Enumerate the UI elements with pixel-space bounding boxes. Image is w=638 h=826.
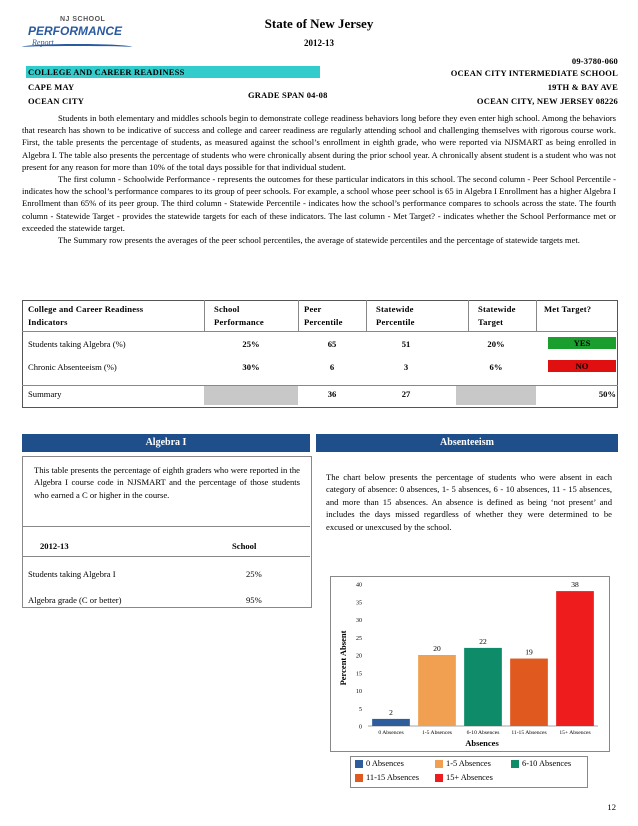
logo-top-text: NJ SCHOOL [60, 16, 106, 23]
grade-span: GRADE SPAN 04-08 [248, 90, 328, 100]
county-name: CAPE MAY [28, 82, 75, 92]
algebra-description: This table presents the percentage of eighth graders who were reported in the Algebra I course code in NJSMART and the percentage of those students who earned a C or higher in the course. [34, 465, 300, 500]
col-header-met: Met Target? [544, 304, 592, 314]
row-summary-met: 50% [598, 389, 616, 399]
row-summary-peer: 36 [327, 389, 337, 399]
report-year: 2012-13 [304, 38, 334, 48]
legend-item [435, 773, 493, 782]
algebra-row-taking-value: 25% [246, 569, 262, 579]
chart-y-axis-label: Percent Absent [338, 630, 348, 686]
intro-paragraph-3: The Summary row presents the averages of the peer school percentiles, the average of statewide percentiles and the percentage of statewide targets met. [58, 235, 580, 246]
x-tick-label: 0 Absences [378, 730, 404, 736]
chart-legend [350, 756, 588, 788]
y-tick-label: 35 [356, 600, 362, 607]
intro-paragraph-2: The first column - Schoolwide Performance - represents the outcomes for these particular indicators in this school. The second column - Peer School Percentile - indicates how the school’s performance compares to its group of peer schools. For example, a school whose peer school is 65 in Algebra I Enrollment has a higher Algebra I Enrollment than 65% of its peer group. The third column - Statewide Percentile - indicates how the school’s performance compares to schools across the state. The fourth column - Statewide Target - provides the statewide targets for each of these indicators. The last column - Met Target? - indicates whether the School Performance met or exceeded the statewide target. [22, 174, 616, 233]
legend-item [355, 773, 419, 782]
legend-item [435, 759, 491, 768]
bar-data-label: 19 [525, 647, 533, 657]
row-algebra-state: 51 [401, 339, 411, 349]
col-header-indicators: College and Career Readiness Indicators [28, 304, 144, 327]
y-tick-label: 30 [356, 618, 362, 624]
row-absent-label: Chronic Absenteeism (%) [28, 362, 117, 372]
intro-paragraph-1: Students in both elementary and middles schools begin to demonstrate college readiness behaviors long before they even enter high school. Among the behaviors that research has shown to be indicative of success and college and career readiness are regularly attending school and challenging themselves with rigorous course work. First, the table presents the percentage of students, as measured against the school’s enrollment in eighth grade, who were reported via NJSMART as being enrolled in Algebra I. The table also presents the percentage of students who were chronically absent during the prior school year. A chronically absent student is a student who was not present for any reason for more than 10% of the total days possible for that individual student. [22, 113, 616, 172]
col-header-target: Statewide Target [478, 304, 516, 327]
legend-label: 6-10 Absences [522, 759, 572, 768]
legend-swatch-icon [511, 760, 519, 768]
legend-swatch-icon [435, 760, 443, 768]
legend-label: 1-5 Absences [446, 759, 491, 768]
bar-data-label: 20 [433, 644, 441, 653]
logo-main-text: PERFORMANCE [28, 24, 123, 38]
row-algebra-label: Students taking Algebra (%) [28, 339, 126, 349]
absences-bar-chart [330, 576, 610, 752]
row-summary-label: Summary [28, 389, 62, 399]
page-number: 12 [607, 802, 616, 812]
row-summary-target-cell [456, 386, 536, 405]
row-summary-state: 27 [401, 389, 411, 399]
col-header-school: School Performance [214, 304, 264, 327]
algebra-col-school: School [232, 541, 257, 551]
legend-swatch-icon [435, 774, 443, 782]
logo-sub-text: Report [32, 38, 54, 47]
x-tick-label: 6-10 Absences [466, 730, 500, 736]
x-tick-label: 1-5 Absences [422, 730, 452, 736]
legend-label: 15+ Absences [446, 773, 493, 782]
row-summary-school-cell [204, 386, 298, 405]
bar-6-10-absences [464, 648, 502, 726]
row-algebra-target: 20% [487, 339, 505, 349]
row-algebra-met-badge: YES [548, 337, 616, 349]
col-header-peer: Peer Percentile [304, 304, 343, 327]
absenteeism-description: The chart below presents the percentage of students who were absent in each category of absence: 0 absences, 1- 5 absences, 6 - 10 absences, 11 - 15 absences, and more than 15 absences. An absence is defined as being ‘not present’ and includes the days missed regardless of whether they were determined to be excused or unexcused by the school. [326, 472, 612, 532]
algebra-col-year: 2012-13 [40, 541, 69, 551]
bar-15-absences [556, 591, 594, 726]
algebra-section-header: Algebra I [22, 434, 310, 452]
y-tick-label: 20 [356, 653, 362, 660]
section-banner: COLLEGE AND CAREER READINESS [26, 66, 320, 78]
algebra-row-taking-label: Students taking Algebra I [28, 569, 116, 579]
school-code: 09-3780-060 [571, 56, 618, 66]
algebra-row-grade-value: 95% [246, 595, 262, 605]
row-absent-peer: 6 [329, 362, 335, 372]
district-name: OCEAN CITY [28, 96, 85, 106]
legend-label: 0 Absences [366, 759, 404, 768]
bar-1-5-absences [418, 655, 456, 726]
legend-swatch-icon [355, 774, 363, 782]
bar-11-15-absences [510, 659, 548, 726]
bar-0-absences [372, 719, 410, 726]
y-tick-label: 15 [356, 671, 362, 678]
legend-item [511, 759, 571, 768]
page-title: State of New Jersey [264, 16, 374, 31]
legend-item [355, 759, 404, 768]
legend-swatch-icon [355, 760, 363, 768]
y-tick-label: 40 [356, 582, 362, 589]
y-tick-label: 10 [356, 689, 362, 695]
intro-text [22, 112, 616, 246]
x-tick-label: 11-15 Absences [511, 730, 547, 736]
row-absent-school: 30% [242, 362, 260, 372]
school-name: OCEAN CITY INTERMEDIATE SCHOOL [450, 68, 618, 78]
row-absent-met-badge: NO [548, 360, 616, 372]
chart-x-axis-label: Absences [465, 738, 499, 748]
row-absent-state: 3 [403, 362, 409, 372]
y-tick-label: 5 [359, 706, 362, 713]
school-address: 19TH & BAY AVE [547, 82, 618, 92]
bar-data-label: 38 [571, 580, 579, 590]
y-tick-label: 25 [356, 635, 362, 642]
col-header-statewide: Statewide Percentile [376, 304, 415, 327]
row-algebra-school: 25% [242, 339, 260, 349]
x-tick-label: 15+ Absences [559, 730, 591, 736]
school-city: OCEAN CITY, NEW JERSEY 08226 [476, 96, 618, 106]
absenteeism-section-header: Absenteeism [316, 434, 618, 452]
legend-label: 11-15 Absences [366, 773, 419, 782]
row-algebra-peer: 65 [327, 339, 337, 349]
bar-data-label: 2 [389, 707, 393, 717]
bar-data-label: 22 [479, 636, 487, 646]
algebra-row-grade-label: Algebra grade (C or better) [28, 595, 122, 605]
row-absent-target: 6% [489, 362, 503, 372]
y-tick-label: 0 [359, 724, 362, 731]
